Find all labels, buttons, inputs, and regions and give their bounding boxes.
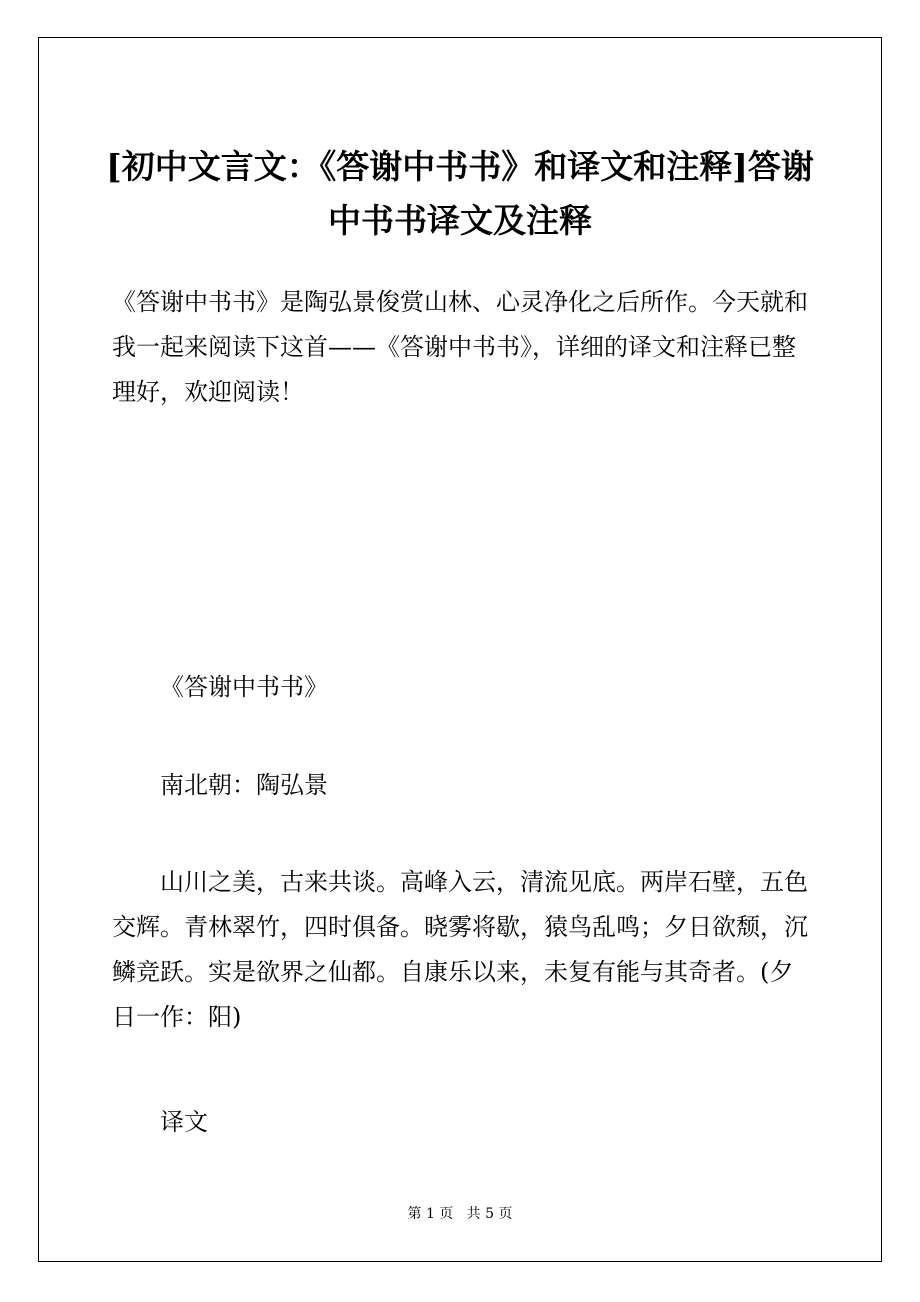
section-label-translation: 译文 [160, 1108, 208, 1136]
poem-title: 《答谢中书书》 [160, 673, 328, 701]
page-total: 共 5 页 [466, 1206, 513, 1222]
page-number: 第 1 页 [407, 1206, 454, 1222]
footer-spacer [453, 1206, 466, 1222]
poem-body: 山川之美，古来共谈。高峰入云，清流见底。两岸石壁，五色交辉。青林翠竹，四时俱备。晓雾将歇，猿鸟乱鸣；夕日欲颓，沉鳞竞跃。实是欲界之仙都。自康乐以来，未复有能与其奇者。(夕日一作：阳) [112, 868, 808, 1031]
intro-paragraph: 《答谢中书书》是陶弘景俊赏山林、心灵净化之后所作。今天就和我一起来阅读下这首——《答谢中书书》，详细的译文和注释已整理好，欢迎阅读！ [112, 288, 808, 406]
document-title: [初中文言文：《答谢中书书》和译文和注释]答谢中书书译文及注释 [106, 147, 814, 240]
poem-author: 南北朝：陶弘景 [160, 771, 328, 799]
page-footer [0, 1204, 920, 1224]
